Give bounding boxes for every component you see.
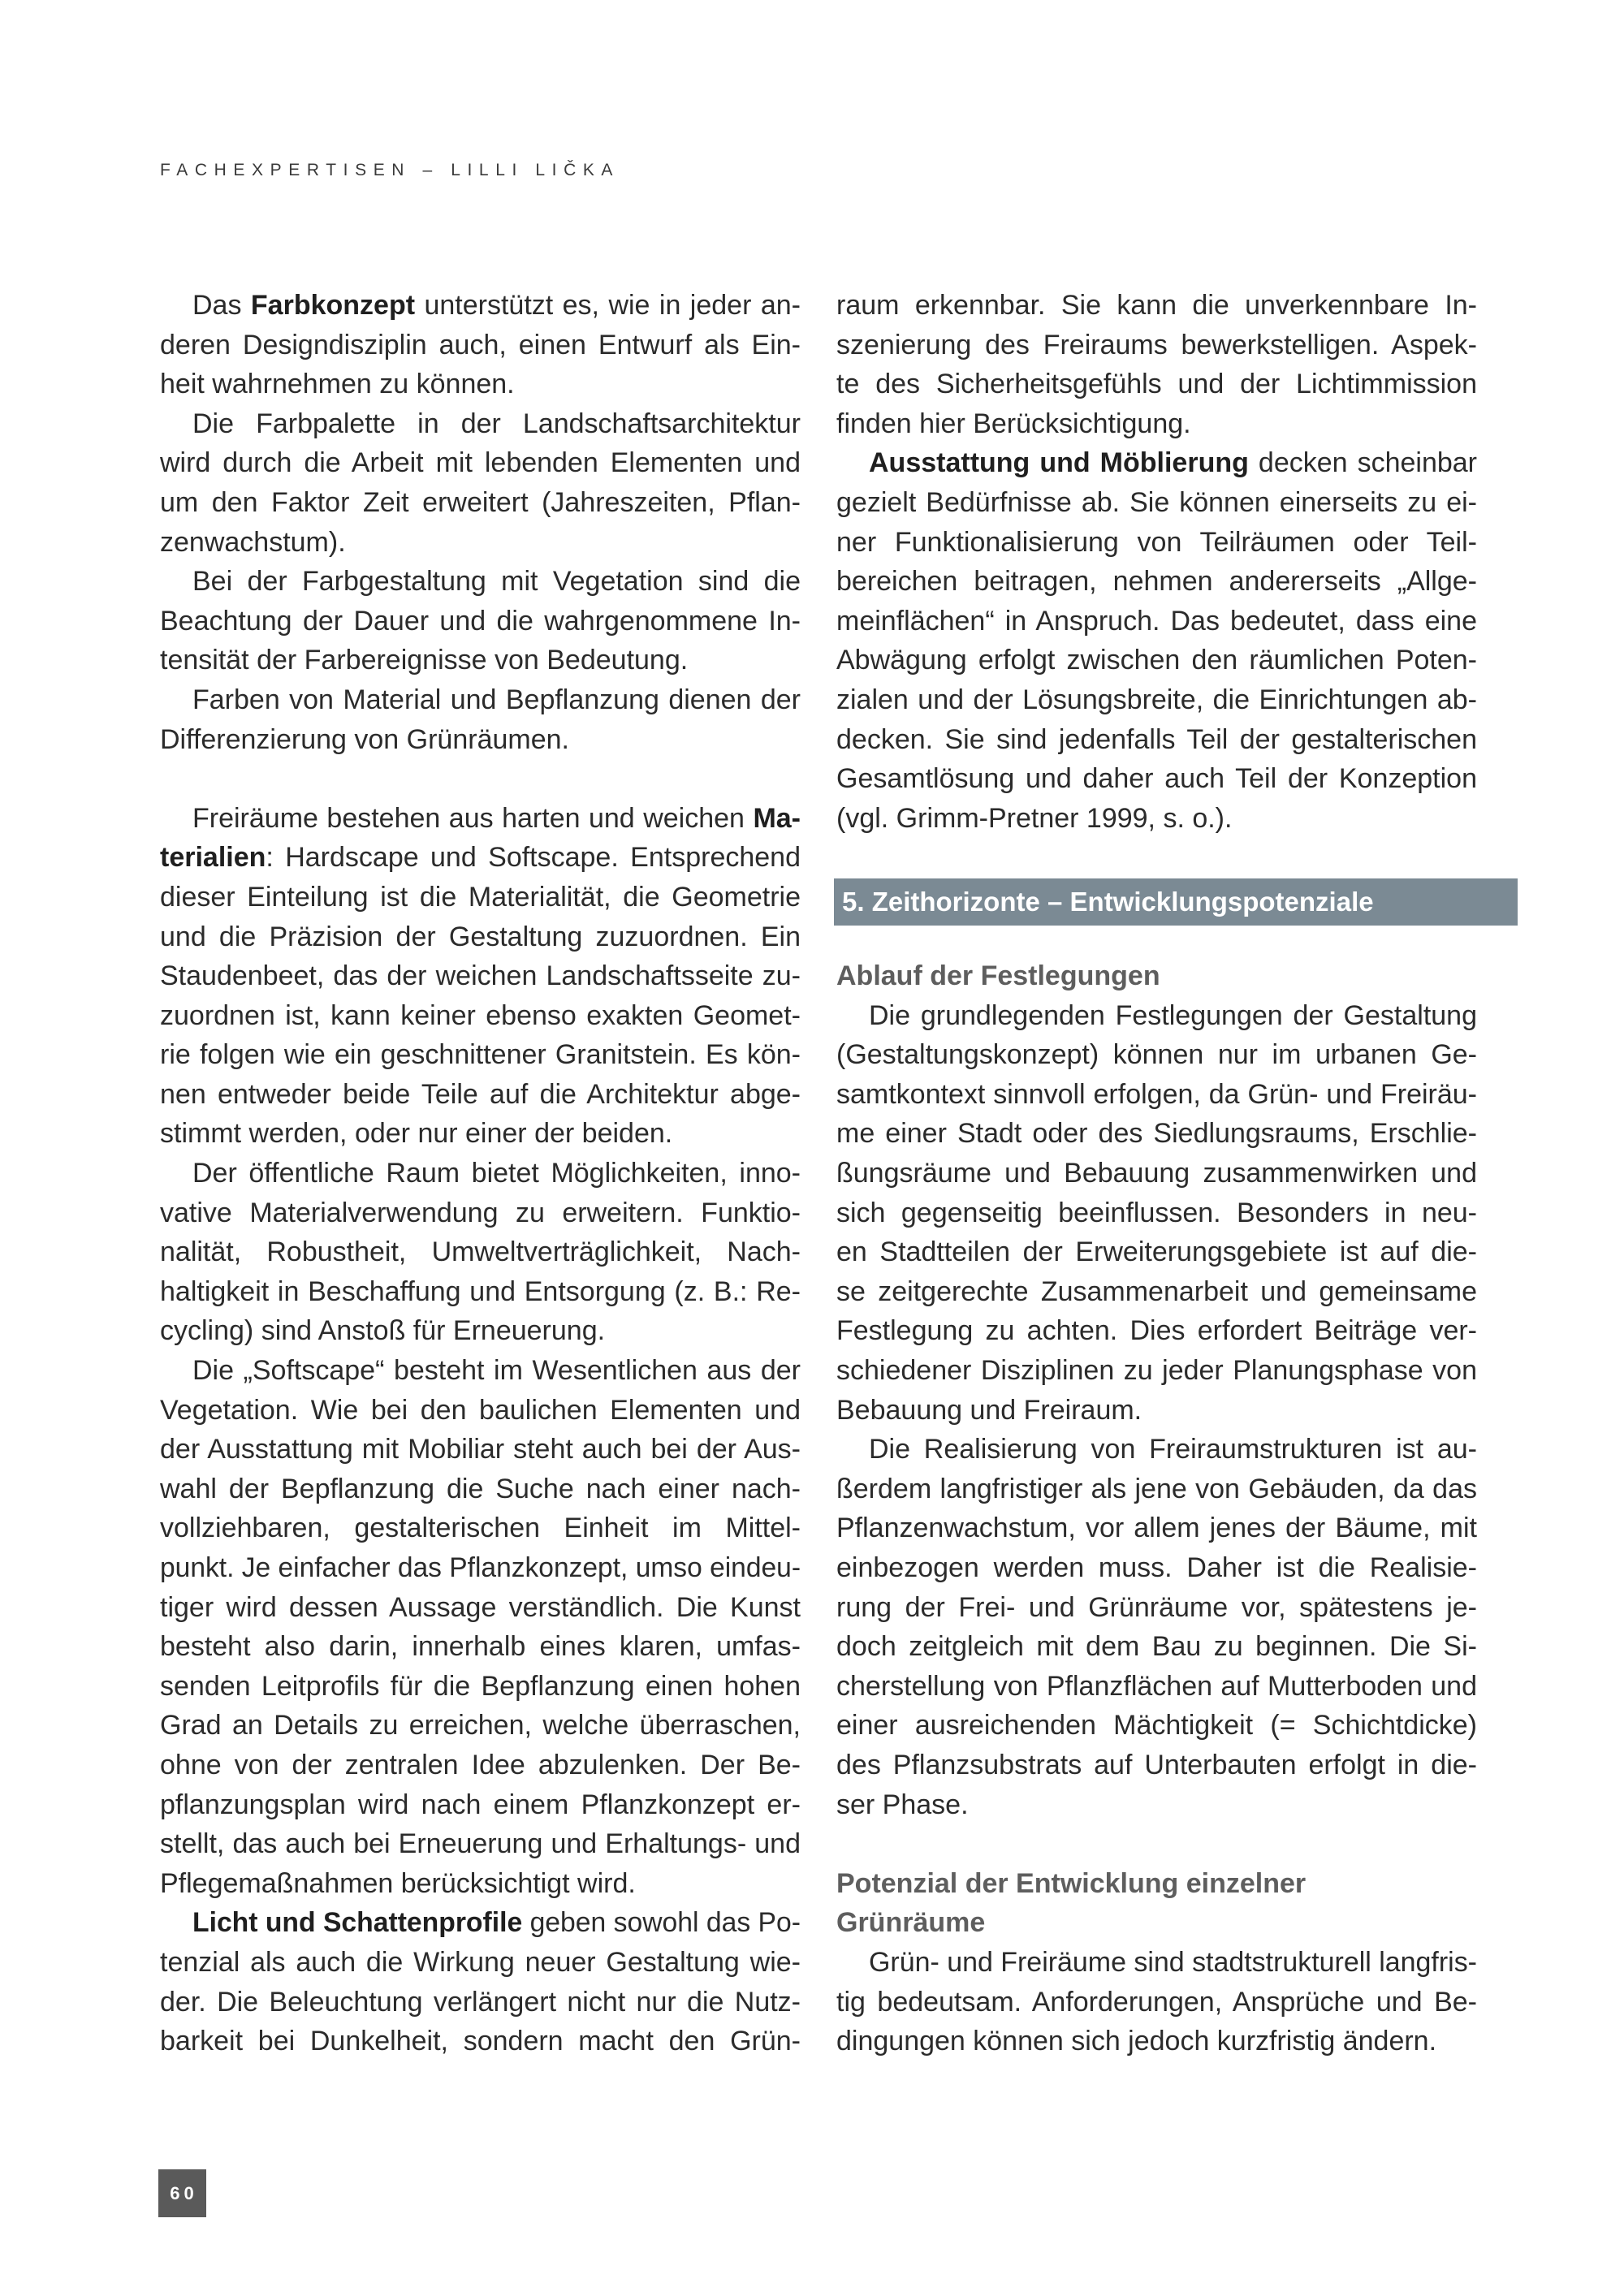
line-content — [160, 720, 569, 760]
line-content — [836, 1351, 1477, 1391]
text-run: pflanzungsplan wird nach einem Pflanzkonzept er- — [160, 1789, 801, 1820]
line-content — [836, 1075, 1477, 1115]
text-run: Grad an Details zu erreichen, welche überraschen, — [160, 1710, 801, 1741]
line-content — [160, 1508, 801, 1548]
text-line — [160, 1508, 801, 1548]
text-line — [836, 680, 1477, 720]
text-line — [160, 956, 801, 996]
line-content — [160, 1391, 801, 1431]
text-line — [836, 562, 1477, 602]
text-line — [160, 1588, 801, 1628]
text-run: gezielt Bedürfnisse ab. Sie können einerseits zu ei- — [836, 486, 1477, 518]
line-content — [869, 996, 1477, 1036]
text-run: und die Präzision der Gestaltung zuzuordnen. Ein — [160, 921, 801, 952]
text-line — [160, 1272, 801, 1312]
text-line — [160, 602, 801, 641]
text-run: nen entweder beide Teile auf die Architektur abge- — [160, 1078, 801, 1110]
line-content — [836, 1232, 1477, 1272]
subheading-text: Potenzial der Entwicklung einzelner — [836, 1867, 1307, 1899]
text-run: se zeitgerechte Zusammenarbeit und gemeinsame — [836, 1275, 1477, 1307]
text-run: rung der Frei- und Grünräume vor, spätestens je- — [836, 1591, 1477, 1623]
text-line — [160, 562, 801, 602]
line-content — [160, 917, 801, 957]
blank-line — [836, 1824, 1477, 1864]
line-content — [836, 759, 1477, 799]
line-content — [836, 404, 1191, 444]
line-content — [836, 1588, 1477, 1628]
page-number: 60 — [158, 2169, 206, 2217]
line-content — [160, 1272, 801, 1312]
text-line — [160, 1154, 801, 1193]
text-run: Pflanzenwachstum, vor allem jenes der Bäume, mit — [836, 1513, 1477, 1544]
line-content — [192, 680, 801, 720]
text-run: des Pflanzsubstrats auf Unterbauten erfolgt in die- — [836, 1749, 1477, 1780]
paragraph — [160, 1154, 801, 1351]
line-content — [192, 1903, 801, 1943]
text-line — [836, 1035, 1477, 1075]
text-run: raum erkennbar. Sie kann die unverkennbare In- — [836, 290, 1477, 321]
text-run: senden Leitprofils für die Bepflanzung einen hohen — [160, 1670, 801, 1702]
line-content — [836, 1667, 1477, 1707]
text-run: te des Sicherheitsgefühls und der Lichtimmission — [836, 369, 1477, 400]
text-run: zialen und der Lösungsbreite, die Einrichtungen ab- — [836, 684, 1477, 715]
line-content — [836, 1272, 1477, 1312]
line-content — [836, 1311, 1477, 1351]
text-run: zuordnen ist, kann keiner ebenso exakten Geomet- — [160, 999, 801, 1031]
text-run: me einer Stadt oder des Siedlungsraums, Erschlie- — [836, 1118, 1477, 1150]
text-run: Die Farbpalette in der Landschaftsarchitektur — [192, 408, 801, 439]
text-run: sich gegenseitig beeinflussen. Besonders in neu- — [836, 1197, 1477, 1228]
text-run: cherstellung von Pflanzflächen auf Mutterboden und — [836, 1670, 1477, 1702]
line-content — [192, 286, 801, 326]
paragraph — [836, 1430, 1477, 1824]
line-content — [869, 1943, 1477, 1983]
paragraph — [160, 562, 801, 680]
text-run: Die grundlegenden Festlegungen der Gestaltung — [869, 999, 1477, 1031]
text-line — [160, 1114, 801, 1154]
text-run: einbezogen werden muss. Daher ist die Realisie- — [836, 1552, 1477, 1584]
text-run: ser Phase. — [836, 1789, 969, 1820]
text-line — [160, 326, 801, 365]
line-content — [192, 1154, 801, 1193]
text-line — [160, 1430, 801, 1470]
paragraph — [160, 799, 801, 1154]
text-line — [836, 326, 1477, 365]
line-content — [836, 1785, 969, 1825]
text-line — [160, 1785, 801, 1825]
text-line — [160, 2022, 801, 2061]
text-run: stimmt werden, oder nur einer der beiden. — [160, 1118, 673, 1150]
line-content — [836, 1627, 1477, 1667]
text-line — [836, 1351, 1477, 1391]
text-run: haltigkeit in Beschaffung und Entsorgung (z. B.: Re- — [160, 1275, 801, 1307]
text-line — [160, 1232, 801, 1272]
line-content — [836, 1706, 1477, 1746]
text-run: heit wahrnehmen zu können. — [160, 369, 515, 400]
line-content — [836, 1470, 1477, 1509]
text-line — [836, 1983, 1477, 2022]
subheading-line — [836, 1903, 1477, 1943]
text-line — [836, 799, 1477, 839]
paragraph — [160, 1903, 801, 2061]
text-line — [160, 1193, 801, 1233]
text-run: Der öffentliche Raum bietet Möglichkeiten, inno- — [192, 1158, 801, 1189]
text-run: einer ausreichenden Mächtigkeit (= Schichtdicke) — [836, 1710, 1477, 1741]
text-run: Das — [192, 290, 251, 321]
text-line — [160, 523, 801, 563]
text-line — [836, 1508, 1477, 1548]
text-line — [836, 1114, 1477, 1154]
line-content — [836, 680, 1477, 720]
text-run: dieser Einteilung ist die Materialität, die Geometrie — [160, 881, 801, 913]
paragraph — [160, 1351, 801, 1903]
line-content — [160, 1075, 801, 1115]
line-content — [836, 602, 1477, 641]
text-run: wird durch die Arbeit mit lebenden Elementen und — [160, 447, 801, 479]
text-run: Die Realisierung von Freiraumstrukturen ist au- — [869, 1434, 1477, 1465]
line-content — [160, 1193, 801, 1233]
text-line — [160, 917, 801, 957]
text-run: ßerdem langfristiger als jene von Gebäuden, da das — [836, 1473, 1477, 1504]
text-line — [836, 1193, 1477, 1233]
text-line — [836, 1272, 1477, 1312]
text-run: ner Funktionalisierung von Teilräumen oder Teil- — [836, 526, 1477, 558]
text-line — [836, 286, 1477, 326]
line-content — [869, 1430, 1477, 1470]
line-content — [836, 1391, 1142, 1431]
text-line — [836, 1943, 1477, 1983]
text-run: tensität der Farbereignisse von Bedeutung. — [160, 645, 689, 676]
line-content — [160, 523, 346, 563]
line-content — [836, 365, 1477, 404]
text-line — [836, 1430, 1477, 1470]
text-line — [160, 1627, 801, 1667]
line-content — [836, 1035, 1477, 1075]
text-line — [160, 878, 801, 917]
text-run: Gesamtlösung und daher auch Teil der Konzeption — [836, 763, 1477, 795]
paragraph — [160, 680, 801, 759]
text-line — [160, 1351, 801, 1391]
text-line — [160, 641, 801, 680]
text-run: besteht also darin, innerhalb eines klaren, umfas- — [160, 1631, 801, 1663]
text-line — [836, 1154, 1477, 1193]
line-content — [836, 1114, 1477, 1154]
text-line — [160, 680, 801, 720]
text-run: Differenzierung von Grünräumen. — [160, 723, 569, 755]
text-run: Vegetation. Wie bei den baulichen Elementen und — [160, 1394, 801, 1426]
left-column — [160, 286, 801, 2061]
text-run: deren Designdisziplin auch, einen Entwurf als Ein- — [160, 329, 801, 360]
paragraph — [836, 286, 1477, 443]
bold-term: Ma- — [753, 802, 801, 834]
text-line — [160, 1983, 801, 2022]
section-heading-banner: 5. Zeithorizonte – Entwicklungspotenziale — [834, 878, 1518, 926]
text-run: doch zeitgleich mit dem Bau zu beginnen. Die Si- — [836, 1631, 1477, 1663]
paragraph — [836, 443, 1477, 838]
text-run: wahl der Bepflanzung die Suche nach einer nach- — [160, 1473, 801, 1504]
text-line — [836, 2022, 1477, 2061]
line-content — [160, 1983, 801, 2022]
text-run: decken scheinbar — [1248, 447, 1477, 479]
text-line — [160, 996, 801, 1036]
line-content — [160, 1114, 672, 1154]
text-run: Pflegemaßnahmen berücksichtigt wird. — [160, 1867, 636, 1899]
text-run: ßungsräume und Bebauung zusammenwirken und — [836, 1158, 1477, 1189]
line-content — [836, 799, 1232, 839]
text-line — [160, 1548, 801, 1588]
text-run: : Hardscape und Softscape. Entsprechend — [266, 842, 801, 874]
subheading-line — [836, 956, 1477, 996]
text-run: vollziehbaren, gestalterischen Einheit im Mittel- — [160, 1513, 801, 1544]
line-content — [160, 1232, 801, 1272]
line-content — [836, 720, 1477, 760]
text-run: Grün- und Freiräume sind stadtstrukturell langfris- — [869, 1946, 1477, 1978]
text-run: der. Die Beleuchtung verlängert nicht nur die Nutz- — [160, 1986, 801, 2018]
text-line — [836, 404, 1477, 444]
bold-term: Ausstattung und Möblierung — [869, 447, 1249, 479]
text-run: bereichen beitragen, nehmen andererseits „Allge- — [836, 566, 1477, 598]
text-line — [160, 1311, 801, 1351]
text-run: tiger wird dessen Aussage verständlich. Die Kunst — [160, 1591, 801, 1623]
text-line — [836, 1311, 1477, 1351]
text-run: dingungen können sich jedoch kurzfristig ändern. — [836, 2026, 1437, 2057]
text-run: szenierung des Freiraums bewerkstelligen. Aspek- — [836, 329, 1477, 360]
text-run: nalität, Robustheit, Umweltverträglichkeit, Nach- — [160, 1236, 801, 1268]
line-content — [160, 878, 801, 917]
line-content — [160, 483, 801, 523]
line-content — [160, 1824, 801, 1864]
right-column — [836, 286, 1477, 2061]
text-line — [836, 443, 1477, 483]
bold-term: Farbkonzept — [250, 290, 416, 321]
line-content — [160, 956, 801, 996]
line-content — [160, 326, 801, 365]
text-run: Staudenbeet, das der weichen Landschaftsseite zu- — [160, 960, 801, 992]
line-content — [836, 523, 1477, 563]
text-line — [836, 1706, 1477, 1746]
text-line — [160, 1943, 801, 1983]
line-content — [160, 2022, 801, 2061]
text-run: Die „Softscape“ besteht im Wesentlichen aus der — [192, 1355, 801, 1387]
line-content — [192, 1351, 801, 1391]
text-line — [836, 641, 1477, 680]
text-line — [836, 1232, 1477, 1272]
text-run: tenzial als auch die Wirkung neuer Gestaltung wie- — [160, 1946, 801, 1978]
text-line — [836, 996, 1477, 1036]
text-line — [836, 1627, 1477, 1667]
line-content — [160, 1627, 801, 1667]
line-content — [160, 602, 801, 641]
line-content — [836, 562, 1477, 602]
line-content — [160, 1311, 605, 1351]
text-run: schiedener Disziplinen zu jeder Planungsphase von — [836, 1355, 1477, 1387]
text-run: zenwachstum). — [160, 526, 346, 558]
line-content — [160, 838, 801, 878]
text-line — [160, 286, 801, 326]
subheading-line — [836, 1864, 1477, 1904]
text-run: geben sowohl das Po- — [522, 1907, 801, 1939]
text-line — [836, 1391, 1477, 1431]
text-run: stellt, das auch bei Erneuerung und Erhaltungs- und — [160, 1828, 801, 1860]
text-line — [160, 799, 801, 839]
line-content — [160, 1588, 801, 1628]
text-run: meinflächen“ in Anspruch. Das bedeutet, dass eine — [836, 605, 1477, 637]
blank-line — [160, 759, 801, 799]
line-content — [160, 1864, 636, 1904]
text-line — [160, 1075, 801, 1115]
line-content — [836, 483, 1477, 523]
line-content — [160, 1943, 801, 1983]
line-content — [160, 1548, 801, 1588]
text-run: vative Materialverwendung zu erweitern. Funktio- — [160, 1197, 801, 1228]
text-line — [836, 720, 1477, 760]
bold-term: terialien — [160, 842, 266, 874]
text-line — [160, 1824, 801, 1864]
text-run: tig bedeutsam. Anforderungen, Ansprüche und Be- — [836, 1986, 1477, 2018]
line-content — [192, 562, 801, 602]
paragraph — [836, 996, 1477, 1431]
text-run: Freiräume bestehen aus harten und weichen — [192, 802, 754, 834]
text-line — [160, 404, 801, 444]
text-line — [160, 1746, 801, 1785]
line-content — [160, 1746, 801, 1785]
line-content — [160, 996, 801, 1036]
text-line — [160, 365, 801, 404]
text-run: (vgl. Grimm-Pretner 1999, s. o.). — [836, 802, 1233, 834]
text-run: punkt. Je einfacher das Pflanzkonzept, umso eindeu- — [160, 1552, 801, 1583]
line-content — [869, 443, 1477, 483]
line-content — [160, 443, 801, 483]
text-line — [836, 1785, 1477, 1825]
section-banner-slot — [836, 838, 1477, 956]
text-run: Farben von Material und Bepflanzung dienen der — [192, 684, 801, 715]
text-line — [836, 1746, 1477, 1785]
line-content — [160, 1785, 801, 1825]
text-run: rie folgen wie ein geschnittener Granitstein. Es kön- — [160, 1039, 801, 1071]
text-run: en Stadtteilen der Erweiterungsgebiete ist auf die- — [836, 1236, 1477, 1268]
line-content — [836, 1508, 1477, 1548]
text-line — [160, 838, 801, 878]
text-line — [160, 1035, 801, 1075]
line-content — [836, 1746, 1477, 1785]
line-content — [836, 326, 1477, 365]
text-line — [836, 1470, 1477, 1509]
text-run: unterstützt es, wie in jeder an- — [415, 290, 801, 321]
line-content — [160, 1035, 801, 1075]
line-content — [160, 365, 515, 404]
line-content — [836, 1548, 1477, 1588]
line-content — [836, 1154, 1477, 1193]
line-content — [836, 641, 1477, 680]
text-run: Bebauung und Freiraum. — [836, 1394, 1142, 1426]
text-run: (Gestaltungskonzept) können nur im urbanen Ge- — [836, 1039, 1477, 1071]
line-content — [160, 1470, 801, 1509]
text-run: um den Faktor Zeit erweitert (Jahreszeiten, Pflan- — [160, 486, 801, 518]
text-run: decken. Sie sind jedenfalls Teil der gestalterischen — [836, 723, 1477, 755]
text-run: der Ausstattung mit Mobiliar steht auch bei der Aus- — [160, 1434, 801, 1465]
line-content — [160, 1706, 801, 1746]
paragraph — [160, 286, 801, 404]
line-content — [836, 2022, 1436, 2061]
text-run: Abwägung erfolgt zwischen den räumlichen Poten- — [836, 645, 1477, 676]
text-line — [836, 1548, 1477, 1588]
text-run: finden hier Berücksichtigung. — [836, 408, 1191, 439]
text-line — [160, 1903, 801, 1943]
text-run: ohne von der zentralen Idee abzulenken. Der Be- — [160, 1749, 801, 1780]
text-line — [836, 759, 1477, 799]
line-content — [192, 404, 801, 444]
text-line — [160, 1470, 801, 1509]
line-content — [160, 1667, 801, 1707]
text-line — [836, 1588, 1477, 1628]
text-line — [836, 523, 1477, 563]
text-run: Bei der Farbgestaltung mit Vegetation sind die — [192, 566, 801, 598]
text-line — [836, 1075, 1477, 1115]
text-line — [836, 483, 1477, 523]
text-line — [836, 365, 1477, 404]
text-line — [160, 720, 801, 760]
text-run: barkeit bei Dunkelheit, sondern macht den Grün- — [160, 2026, 801, 2057]
line-content — [836, 1983, 1477, 2022]
text-line — [160, 1667, 801, 1707]
text-line — [160, 483, 801, 523]
text-line — [160, 1391, 801, 1431]
text-run: Beachtung der Dauer und die wahrgenommene In- — [160, 605, 801, 637]
line-content — [160, 1430, 801, 1470]
running-head: FACHEXPERTISEN – LILLI LIČKA — [160, 161, 620, 179]
subheading-text: Ablauf der Festlegungen — [836, 960, 1160, 992]
paragraph — [160, 404, 801, 562]
text-line — [160, 1864, 801, 1904]
text-run: cycling) sind Anstoß für Erneuerung. — [160, 1315, 606, 1347]
line-content — [836, 286, 1477, 326]
paragraph — [836, 1943, 1477, 2061]
line-content — [160, 641, 688, 680]
text-line — [160, 443, 801, 483]
text-line — [836, 1667, 1477, 1707]
line-content — [192, 799, 801, 839]
bold-term: Licht und Schattenprofile — [192, 1907, 523, 1939]
text-line — [836, 602, 1477, 641]
subheading-text: Grünräume — [836, 1907, 986, 1939]
text-line — [160, 1706, 801, 1746]
text-run: samtkontext sinnvoll erfolgen, da Grün- und Freiräu- — [836, 1078, 1477, 1110]
line-content — [836, 1193, 1477, 1233]
text-run: Festlegung zu achten. Dies erfordert Beiträge ver- — [836, 1315, 1477, 1347]
